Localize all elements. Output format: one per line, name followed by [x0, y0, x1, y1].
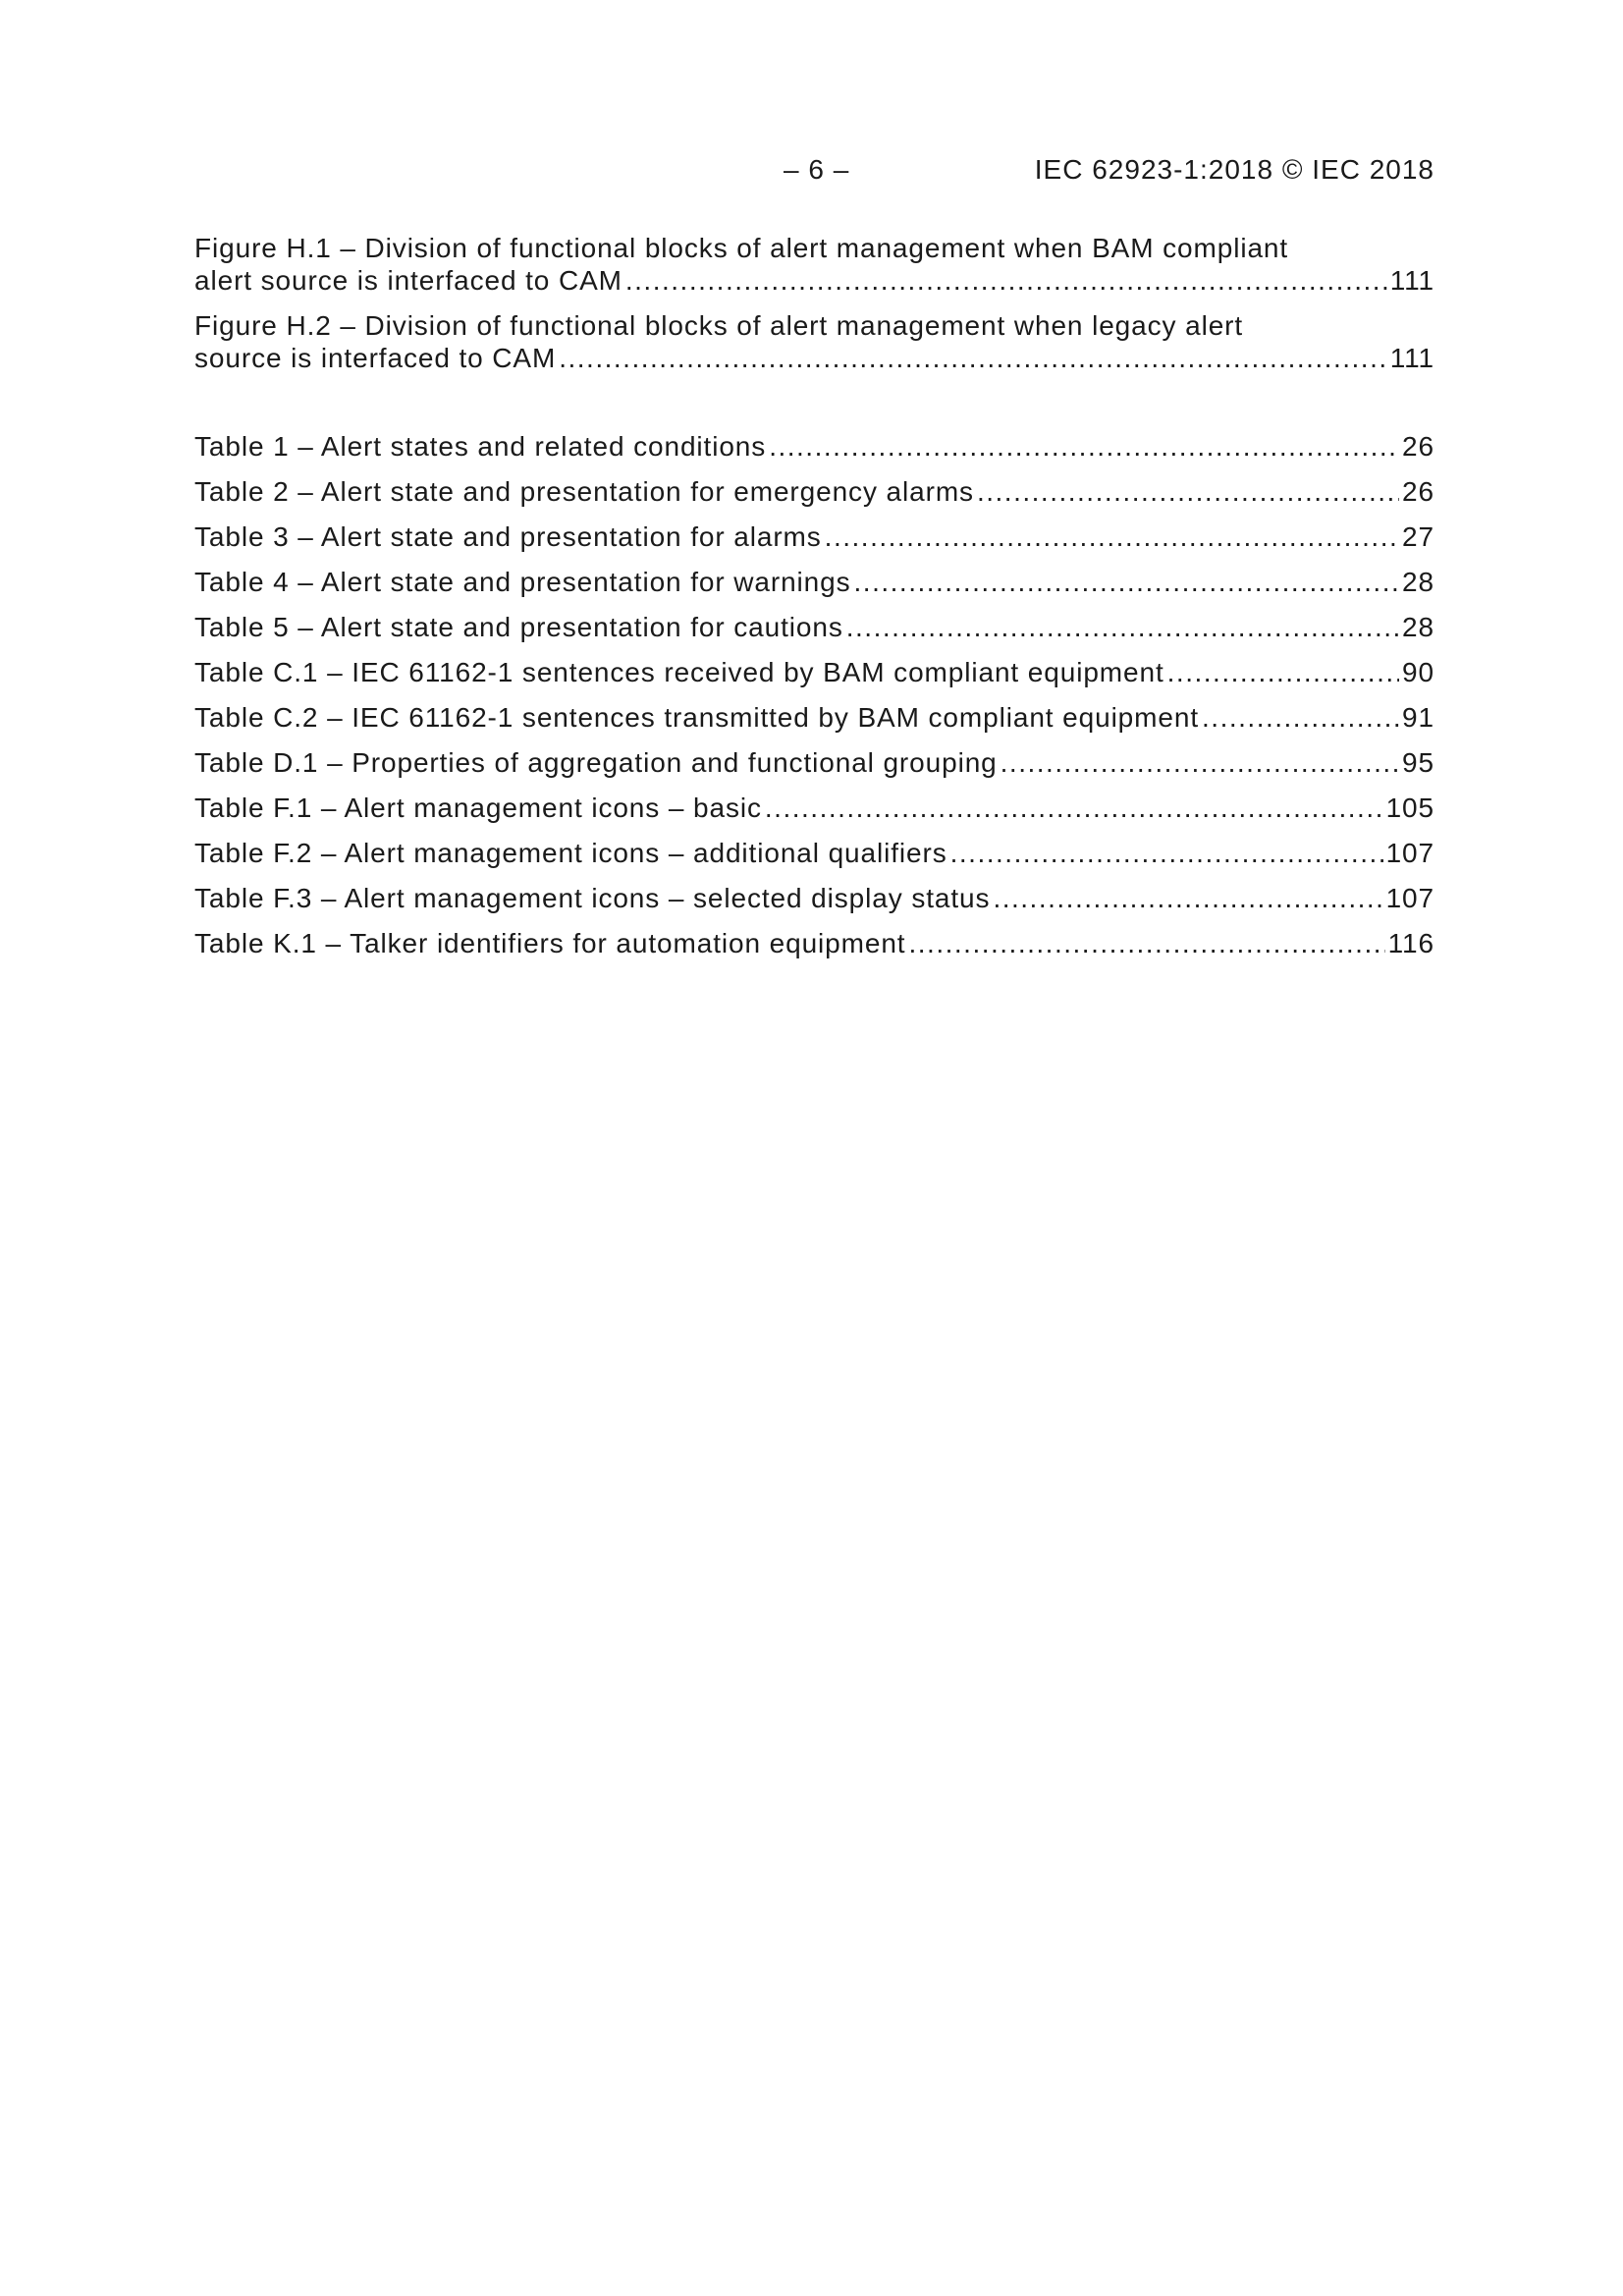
- entry-page-number: 95: [1402, 747, 1434, 778]
- dot-leader: [846, 609, 1399, 646]
- dot-leader: [1167, 654, 1399, 691]
- toc-entry-table-f2[interactable]: [194, 835, 1434, 872]
- entry-title: Table 1 – Alert states and related conditions: [194, 431, 767, 462]
- entry-title-continuation: alert source is interfaced to CAM: [194, 265, 622, 296]
- toc-entry-table-1[interactable]: [194, 428, 1434, 465]
- entry-page-number: 26: [1402, 431, 1434, 462]
- toc-entry-table-3[interactable]: [194, 519, 1434, 556]
- toc-entry-table-k1[interactable]: [194, 925, 1434, 962]
- dot-leader: [908, 925, 1384, 962]
- entry-title: Table D.1 – Properties of aggregation and functional grouping: [194, 747, 998, 778]
- toc-entry-table-c1[interactable]: [194, 654, 1434, 691]
- entry-title: Table C.2 – IEC 61162-1 sentences transmitted by BAM compliant equipment: [194, 702, 1200, 733]
- entry-title-continuation: source is interfaced to CAM: [194, 343, 557, 373]
- toc-entry-table-f3[interactable]: [194, 880, 1434, 917]
- entry-page-number: 28: [1402, 612, 1434, 642]
- entry-page-number: 91: [1402, 702, 1434, 733]
- entry-page-number: 107: [1385, 883, 1434, 913]
- dot-leader: [993, 880, 1382, 917]
- entry-page-number: 107: [1385, 838, 1434, 868]
- dot-leader: [559, 342, 1387, 374]
- dot-leader: [977, 473, 1399, 511]
- dot-leader: [1001, 744, 1399, 782]
- toc-entry-table-c2[interactable]: [194, 699, 1434, 737]
- page-number: – 6 –: [784, 154, 850, 185]
- dot-leader: [950, 835, 1383, 872]
- entry-page-number: 27: [1402, 521, 1434, 552]
- entry-page-number: 28: [1402, 567, 1434, 597]
- toc-entry-table-d1[interactable]: [194, 744, 1434, 782]
- dot-leader: [854, 564, 1400, 601]
- dot-leader: [765, 790, 1383, 827]
- entry-page-number: 111: [1389, 343, 1434, 373]
- toc-entry-table-5[interactable]: [194, 609, 1434, 646]
- list-of-tables: [194, 428, 1434, 970]
- entry-page-number: 105: [1385, 793, 1434, 823]
- toc-entry-table-4[interactable]: [194, 564, 1434, 601]
- toc-entry-figure-h1[interactable]: [194, 232, 1434, 297]
- page-header: [194, 154, 1434, 193]
- entry-title: Table F.2 – Alert management icons – additional qualifiers: [194, 838, 947, 868]
- entry-title: Table F.1 – Alert management icons – basic: [194, 793, 762, 823]
- dot-leader: [825, 519, 1399, 556]
- entry-title: Table 3 – Alert state and presentation for alarms: [194, 521, 822, 552]
- dot-leader: [1202, 699, 1399, 737]
- toc-entry-table-2[interactable]: [194, 473, 1434, 511]
- list-of-figures: [194, 232, 1434, 387]
- toc-entry-table-f1[interactable]: [194, 790, 1434, 827]
- dot-leader: [625, 264, 1387, 297]
- entry-title: Table C.1 – IEC 61162-1 sentences received by BAM compliant equipment: [194, 657, 1164, 687]
- entry-title: Table 5 – Alert state and presentation for cautions: [194, 612, 843, 642]
- entry-title: Table 2 – Alert state and presentation for emergency alarms: [194, 476, 974, 507]
- toc-entry-figure-h2[interactable]: [194, 309, 1434, 374]
- entry-page-number: 26: [1402, 476, 1434, 507]
- dot-leader: [769, 428, 1399, 465]
- entry-title: Table 4 – Alert state and presentation for warnings: [194, 567, 851, 597]
- entry-title-line: Figure H.2 – Division of functional blocks of alert management when legacy alert: [194, 310, 1244, 341]
- entry-page-number: 111: [1389, 265, 1434, 296]
- entry-title-line: Figure H.1 – Division of functional blocks of alert management when BAM compliant: [194, 233, 1289, 263]
- entry-page-number: 90: [1402, 657, 1434, 687]
- entry-title: Table F.3 – Alert management icons – selected display status: [194, 883, 991, 913]
- entry-title: Table K.1 – Talker identifiers for automation equipment: [194, 928, 906, 958]
- entry-page-number: 116: [1387, 928, 1434, 958]
- document-reference: IEC 62923-1:2018 © IEC 2018: [1034, 154, 1434, 185]
